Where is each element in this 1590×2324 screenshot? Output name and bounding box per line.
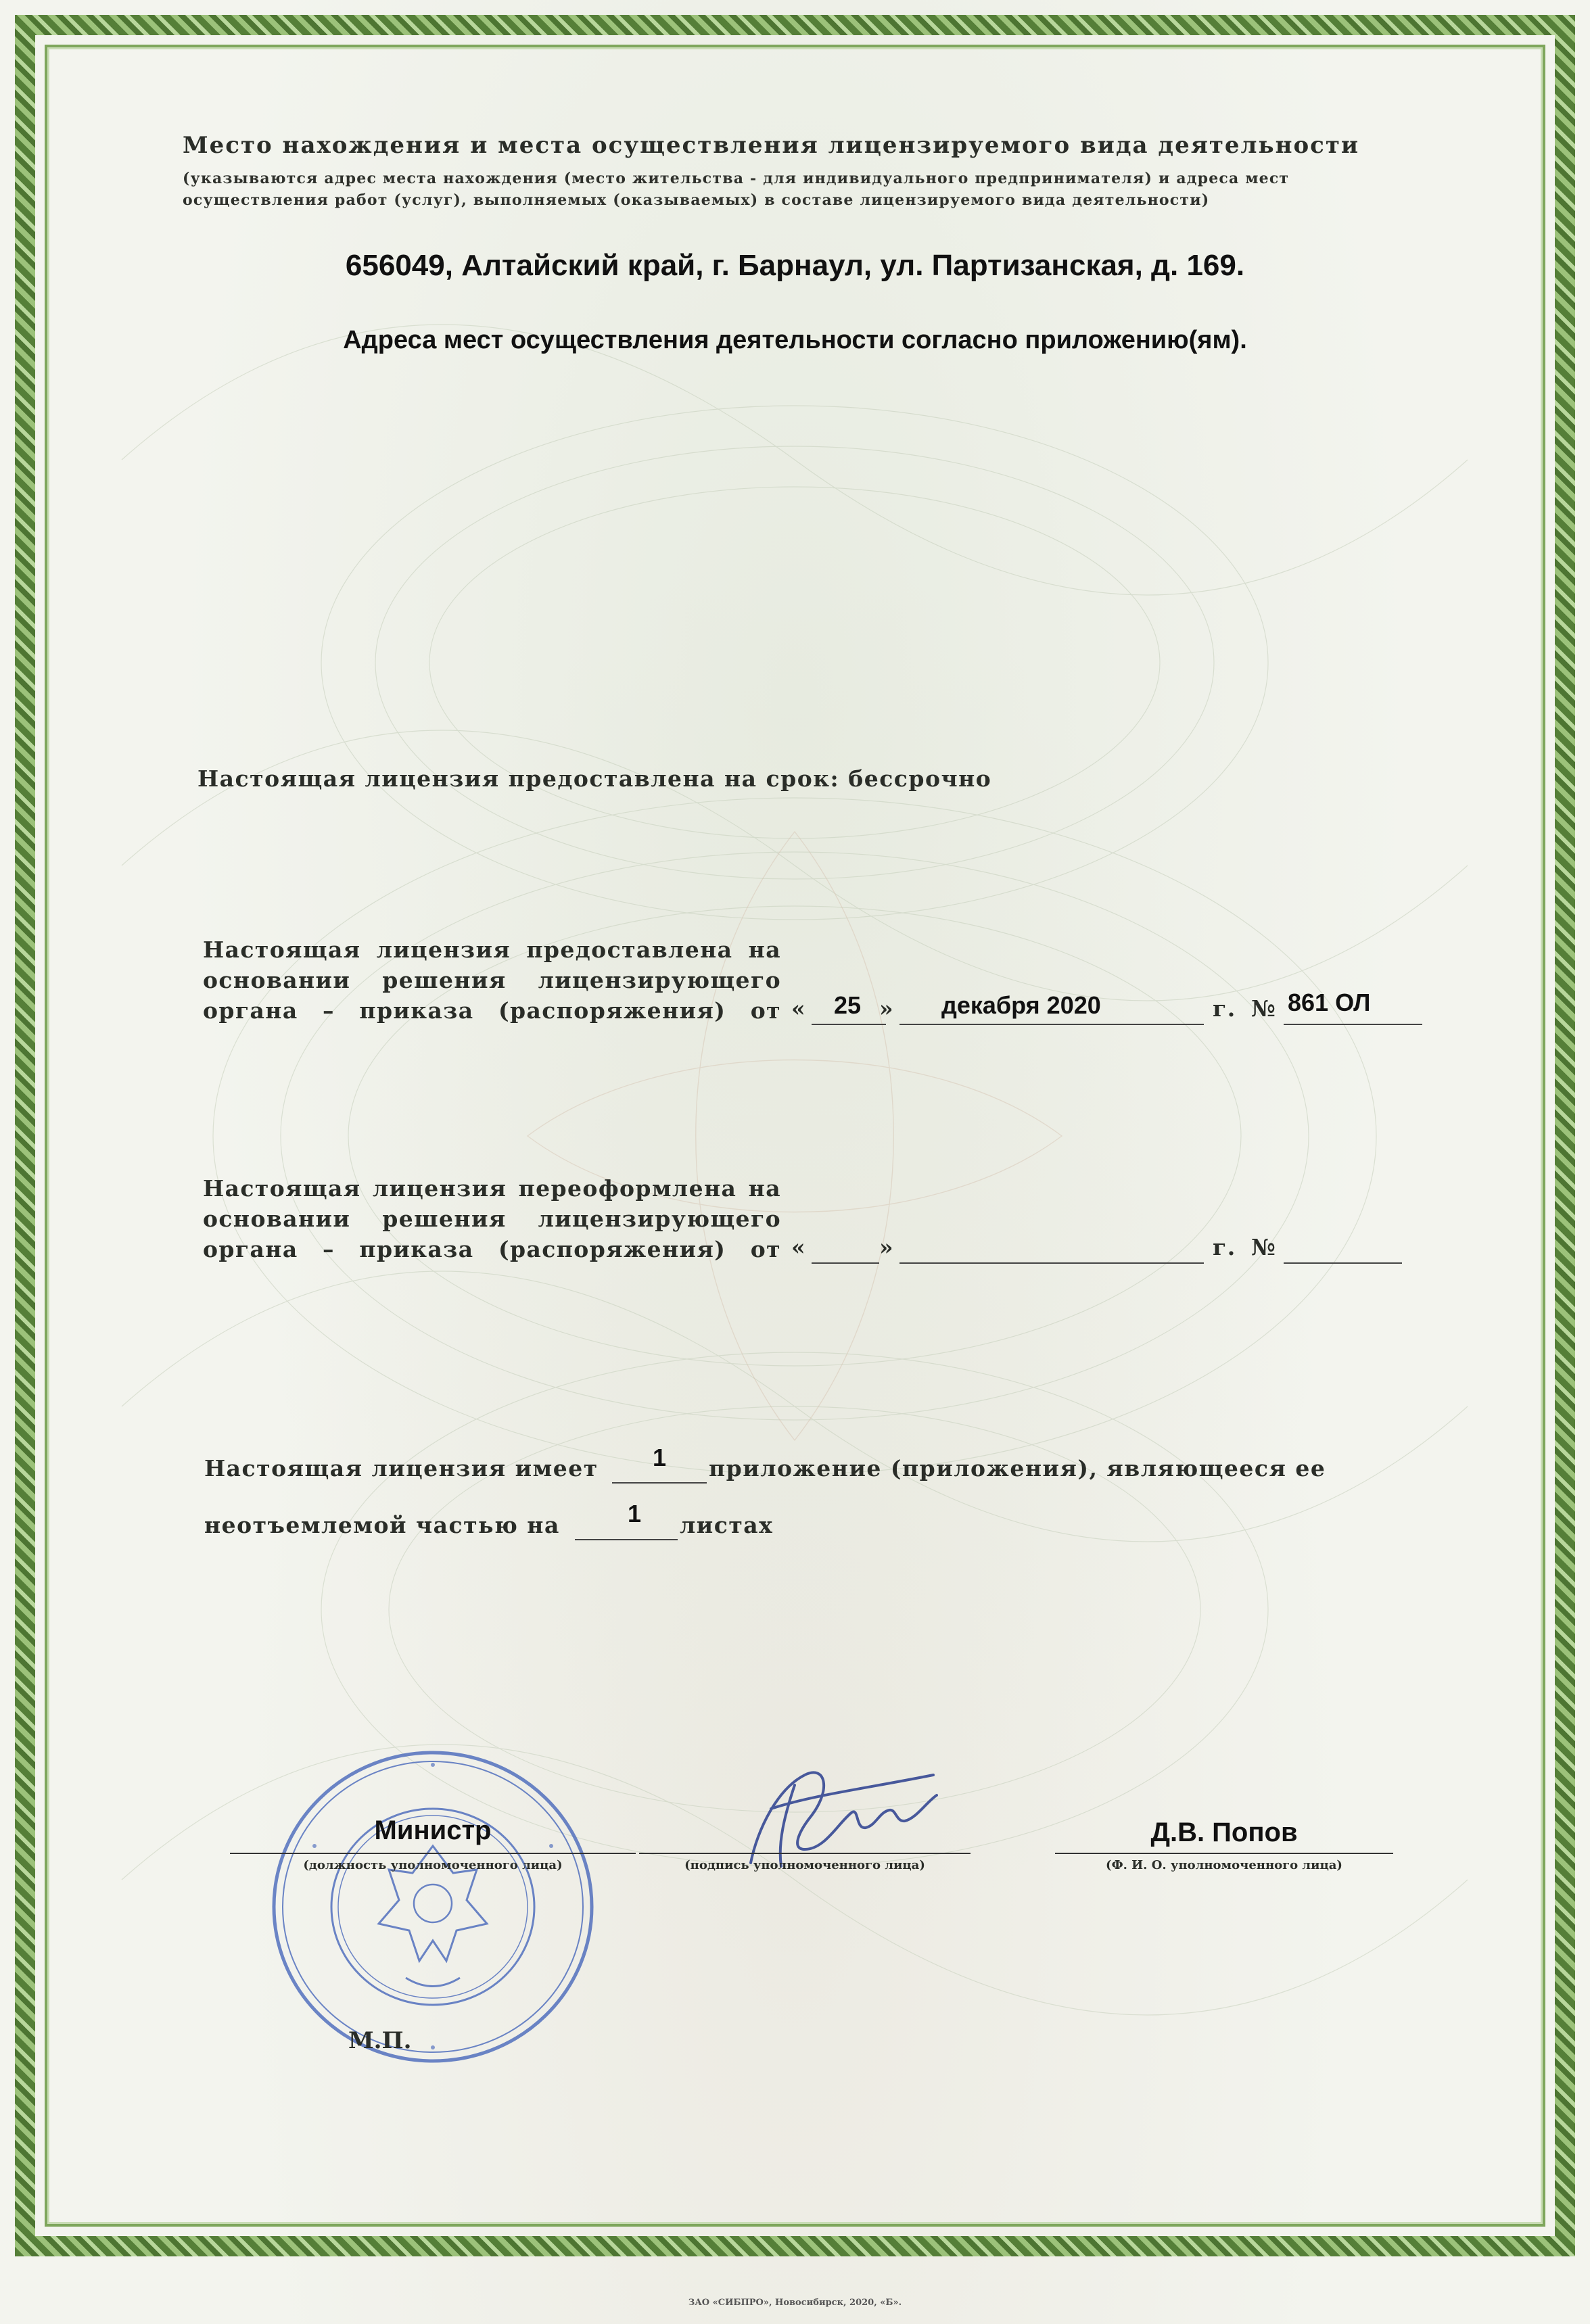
position-caption: (должность уполномоченного лица) [303,1858,563,1872]
official-seal-stamp [254,1738,612,2076]
name-value: Д.В. Попов [1150,1818,1298,1847]
reissued-line-1: Настоящая лицензия переоформлена на [203,1175,781,1202]
section-subtitle-line-2: осуществления работ (услуг), выполняемых (оказываемых) в составе лицензируемого вида деятельности) [183,191,1210,209]
main-address: 656049, Алтайский край, г. Барнаул, ул. Партизанская, д. 169. [345,249,1245,282]
granted-number-sign: № [1251,995,1277,1022]
granted-number: 861 ОЛ [1288,989,1371,1016]
printer-imprint: ЗАО «СИБПРО», Новосибирск, 2020, «Б». [688,2298,902,2308]
granted-open-quote: « [791,995,805,1022]
granted-year-suffix: г. [1213,995,1236,1022]
appendix-sheets: 1 [628,1500,642,1527]
granted-paragraph [203,934,781,1026]
granted-line-2: основании решения лицензирующего [203,967,781,993]
granted-line-3: органа – приказа (распоряжения) от [203,997,781,1024]
granted-close-quote: » [879,995,893,1022]
reissued-line-2: основании решения лицензирующего [203,1206,781,1232]
appendix-line-1-suffix: приложение (приложения), являющееся ее [709,1455,1326,1481]
appendix-line-2-prefix: неотъемлемой частью на [204,1512,560,1538]
granted-line-1: Настоящая лицензия предоставлена на [203,936,781,963]
name-caption: (Ф. И. О. уполномоченного лица) [1106,1858,1342,1872]
section-subtitle [183,168,1407,211]
section-subtitle-line-1: (указываются адрес места нахождения (место жительства - для индивидуального предпринимателя) и адреса мест [183,170,1290,187]
granted-day: 25 [834,991,862,1019]
address-note: Адреса мест осуществления деятельности согласно приложению(ям). [343,326,1247,354]
reissued-close-quote: » [879,1234,893,1260]
reissued-line-3: органа – приказа (распоряжения) от [203,1236,781,1262]
position-value: Министр [374,1816,492,1845]
license-term: Настоящая лицензия предоставлена на срок: бессрочно [197,765,992,792]
appendix-line-2-suffix: листах [680,1512,774,1538]
appendix-count: 1 [653,1444,667,1471]
signature-line [639,1853,971,1854]
reissued-year-suffix: г. [1213,1234,1236,1260]
section-title: Место нахождения и места осуществления лицензируемого вида деятельности [183,132,1360,159]
name-line [1055,1853,1393,1854]
position-line [230,1853,636,1854]
granted-month-year: декабря 2020 [941,991,1101,1019]
appendix-sheets-line [575,1509,678,1540]
seal-label: М.П. [348,2027,412,2054]
signature-caption: (подпись уполномоченного лица) [684,1858,925,1872]
reissued-open-quote: « [791,1234,805,1260]
reissued-number-sign: № [1251,1234,1277,1260]
reissued-date-line [899,1233,1204,1264]
reissued-day-line [812,1233,879,1264]
appendix-line-1-prefix: Настоящая лицензия имеет [204,1455,599,1481]
reissued-paragraph [203,1173,781,1264]
reissued-number-line [1284,1233,1402,1264]
